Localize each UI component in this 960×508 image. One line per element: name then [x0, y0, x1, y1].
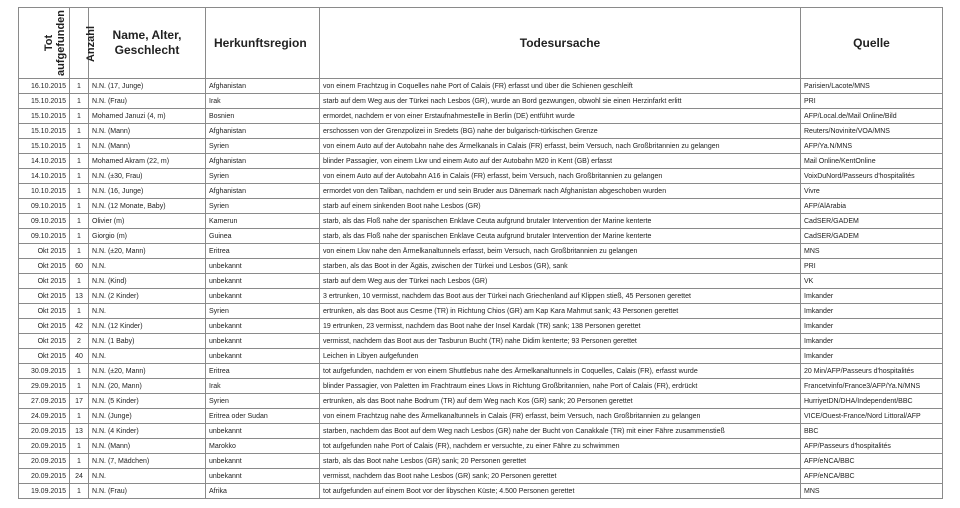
header-name-label: Name, Alter, Geschlecht — [112, 28, 182, 57]
cell-name: N.N. (±20, Mann) — [89, 244, 206, 259]
header-tot: Tot — [43, 34, 55, 52]
cell-name: Giorgio (m) — [89, 229, 206, 244]
cell-count: 1 — [70, 199, 89, 214]
table-row — [19, 244, 943, 259]
header-cause-label: Todesursache — [519, 36, 601, 50]
table-row — [19, 259, 943, 274]
table-row — [19, 439, 943, 454]
cell-date: 20.09.2015 — [19, 469, 70, 484]
table-row — [19, 454, 943, 469]
cell-region: Irak — [206, 94, 320, 109]
cell-cause: ermordet von den Taliban, nachdem er und sein Bruder aus Dänemark nach Afghanistan abgeschoben wurden — [320, 184, 801, 199]
cell-source: MNS — [801, 484, 943, 499]
cell-source: PRI — [801, 259, 943, 274]
cell-source: Mail Online/KentOnline — [801, 154, 943, 169]
cell-count: 13 — [70, 289, 89, 304]
cell-count: 1 — [70, 184, 89, 199]
cell-date: 30.09.2015 — [19, 364, 70, 379]
cell-name: Olivier (m) — [89, 214, 206, 229]
cell-source: Reuters/Novinite/VOA/MNS — [801, 124, 943, 139]
cell-name: N.N. (2 Kinder) — [89, 289, 206, 304]
cell-date: 20.09.2015 — [19, 424, 70, 439]
cell-cause: starben, nachdem das Boot auf dem Weg nach Lesbos (GR) nahe der Bucht von Canakkale (TR) mit einer Fähre zusammenstieß — [320, 424, 801, 439]
cell-source: Francetvinfo/France3/AFP/Ya.N/MNS — [801, 379, 943, 394]
cell-count: 1 — [70, 94, 89, 109]
cell-cause: von einem Auto auf der Autobahn nahe des Ärmelkanals in Calais (FR) erfasst, beim Versuch, nach Großbritannien zu gelangen — [320, 139, 801, 154]
header-count — [70, 8, 98, 79]
cell-region: Syrien — [206, 199, 320, 214]
cell-cause: vermisst, nachdem das Boot aus der Tasburun Bucht (TR) nahe Didim kenterte; 93 Personen gerettet — [320, 334, 801, 349]
cell-region: Bosnien — [206, 109, 320, 124]
cell-cause: blinder Passagier, von einem Lkw und einem Auto auf der Autobahn M20 in Kent (GB) erfasst — [320, 154, 801, 169]
cell-cause: blinder Passagier, von Paletten im Frachtraum eines Lkws in Richtung Großbritannien, nahe Port of Calais (FR), erdrückt — [320, 379, 801, 394]
cell-name: N.N. (Mann) — [89, 124, 206, 139]
cell-region: Eritrea — [206, 244, 320, 259]
header-count-label: Anzahl — [85, 25, 98, 63]
table-row — [19, 334, 943, 349]
cell-source: 20 Min/AFP/Passeurs d'hospitalités — [801, 364, 943, 379]
table-row — [19, 394, 943, 409]
cell-date: 19.09.2015 — [19, 484, 70, 499]
cell-source: AFP/Local.de/Mail Online/Bild — [801, 109, 943, 124]
cell-cause: starb, als das Boot nahe Lesbos (GR) sank; 20 Personen gerettet — [320, 454, 801, 469]
cell-cause: tot aufgefunden nahe Port of Calais (FR), nachdem er versuchte, zu einer Fähre zu schwimmen — [320, 439, 801, 454]
header-region — [206, 8, 320, 79]
cell-region: Syrien — [206, 304, 320, 319]
cell-region: Afghanistan — [206, 154, 320, 169]
cell-region: Syrien — [206, 394, 320, 409]
cell-count: 1 — [70, 154, 89, 169]
cell-cause: tot aufgefunden auf einem Boot vor der libyschen Küste; 4.500 Personen gerettet — [320, 484, 801, 499]
cell-name: N.N. (5 Kinder) — [89, 394, 206, 409]
cell-count: 1 — [70, 274, 89, 289]
table-header-row — [19, 8, 943, 79]
cell-name: N.N. (17, Junge) — [89, 79, 206, 94]
table-body — [19, 79, 943, 499]
cell-region: unbekannt — [206, 289, 320, 304]
cell-date: 15.10.2015 — [19, 139, 70, 154]
cell-date: 16.10.2015 — [19, 79, 70, 94]
cell-date: Okt 2015 — [19, 274, 70, 289]
cell-name: N.N. (±30, Frau) — [89, 169, 206, 184]
cell-region: Afghanistan — [206, 124, 320, 139]
cell-name: N.N. (Junge) — [89, 409, 206, 424]
cell-date: 10.10.2015 — [19, 184, 70, 199]
cell-cause: von einem Frachtzug nahe des Ärmelkanaltunnels in Calais (FR) erfasst, beim Versuch, nach Großbritannien zu gelangen — [320, 409, 801, 424]
cell-name: N.N. (Frau) — [89, 484, 206, 499]
cell-source: CadSER/GADEM — [801, 214, 943, 229]
cell-source: AFP/eNCA/BBC — [801, 454, 943, 469]
cell-cause: starb auf einem sinkenden Boot nahe Lesbos (GR) — [320, 199, 801, 214]
cell-source: Imkander — [801, 289, 943, 304]
header-date — [19, 8, 70, 79]
cell-count: 24 — [70, 469, 89, 484]
cell-source: Imkander — [801, 319, 943, 334]
cell-region: unbekannt — [206, 319, 320, 334]
cell-source: CadSER/GADEM — [801, 229, 943, 244]
cell-source: VICE/Ouest-France/Nord Littoral/AFP — [801, 409, 943, 424]
cell-date: 14.10.2015 — [19, 154, 70, 169]
cell-cause: starb auf dem Weg aus der Türkei nach Lesbos (GR) — [320, 274, 801, 289]
cell-date: 24.09.2015 — [19, 409, 70, 424]
header-name — [89, 8, 206, 79]
cell-count: 1 — [70, 304, 89, 319]
cell-region: Afghanistan — [206, 79, 320, 94]
table-row — [19, 184, 943, 199]
cell-source: Imkander — [801, 334, 943, 349]
cell-name: N.N. (20, Mann) — [89, 379, 206, 394]
cell-count: 1 — [70, 484, 89, 499]
cell-source: VoixDuNord/Passeurs d'hospitalités — [801, 169, 943, 184]
table-row — [19, 469, 943, 484]
table-row — [19, 274, 943, 289]
cell-source: Imkander — [801, 349, 943, 364]
cell-region: Afghanistan — [206, 184, 320, 199]
cell-source: AFP/Ya.N/MNS — [801, 139, 943, 154]
cell-region: Afrika — [206, 484, 320, 499]
cell-source: Vivre — [801, 184, 943, 199]
cell-name: N.N. (16, Junge) — [89, 184, 206, 199]
cell-count: 1 — [70, 109, 89, 124]
cell-count: 1 — [70, 229, 89, 244]
header-source-label: Quelle — [853, 36, 890, 50]
cell-region: Eritrea — [206, 364, 320, 379]
cell-count: 1 — [70, 439, 89, 454]
cell-cause: tot aufgefunden, nachdem er von einem Shuttlebus nahe des Ärmelkanaltunnels in Coquelles, Calais (FR), erfasst wurde — [320, 364, 801, 379]
cell-name: N.N. (4 Kinder) — [89, 424, 206, 439]
document-page — [18, 7, 942, 499]
cell-date: Okt 2015 — [19, 334, 70, 349]
cell-count: 1 — [70, 379, 89, 394]
table-row — [19, 229, 943, 244]
cell-name: Mohamed Akram (22, m) — [89, 154, 206, 169]
cell-cause: vermisst, nachdem das Boot nahe Lesbos (GR) sank; 20 Personen gerettet — [320, 469, 801, 484]
cell-cause: ermordet, nachdem er von einer Erstaufnahmestelle in Berlin (DE) entführt wurde — [320, 109, 801, 124]
cell-count: 13 — [70, 424, 89, 439]
table-row — [19, 124, 943, 139]
cell-count: 42 — [70, 319, 89, 334]
cell-cause: Leichen in Libyen aufgefunden — [320, 349, 801, 364]
cell-name: N.N. — [89, 259, 206, 274]
cell-count: 1 — [70, 409, 89, 424]
table-row — [19, 379, 943, 394]
cell-count: 1 — [70, 79, 89, 94]
cell-cause: von einem Lkw nahe den Ärmelkanaltunnels erfasst, beim Versuch, nach Großbritannien zu gelangen — [320, 244, 801, 259]
cell-date: 29.09.2015 — [19, 379, 70, 394]
cell-region: Irak — [206, 379, 320, 394]
cell-cause: starb, als das Floß nahe der spanischen Enklave Ceuta aufgrund brutaler Intervention der Marine kenterte — [320, 214, 801, 229]
cell-cause: 19 ertrunken, 23 vermisst, nachdem das Boot nahe der Insel Kardak (TR) sank; 138 Personen gerettet — [320, 319, 801, 334]
cell-date: Okt 2015 — [19, 349, 70, 364]
cell-count: 1 — [70, 169, 89, 184]
cell-count: 1 — [70, 364, 89, 379]
cell-cause: von einem Frachtzug in Coquelles nahe Port of Calais (FR) erfasst und über die Schienen geschleift — [320, 79, 801, 94]
table-row — [19, 94, 943, 109]
cell-source: AFP/AlArabia — [801, 199, 943, 214]
cell-source: HurriyetDN/DHA/Independent/BBC — [801, 394, 943, 409]
cell-count: 1 — [70, 244, 89, 259]
cell-source: Parisien/Lacote/MNS — [801, 79, 943, 94]
cell-region: Marokko — [206, 439, 320, 454]
cell-name: N.N. (Frau) — [89, 94, 206, 109]
cell-source: AFP/Passeurs d'hospitalités — [801, 439, 943, 454]
cell-count: 40 — [70, 349, 89, 364]
cell-region: unbekannt — [206, 274, 320, 289]
cell-cause: starben, als das Boot in der Ägäis, zwischen der Türkei und Lesbos (GR), sank — [320, 259, 801, 274]
cell-cause: ertrunken, als das Boot aus Cesme (TR) in Richtung Chios (GR) am Kap Kara Mahmut sank; 43 Personen gerettet — [320, 304, 801, 319]
cell-name: Mohamed Januzi (4, m) — [89, 109, 206, 124]
cell-date: Okt 2015 — [19, 289, 70, 304]
cell-region: unbekannt — [206, 469, 320, 484]
cell-name: N.N. (7, Mädchen) — [89, 454, 206, 469]
table-row — [19, 169, 943, 184]
cell-region: unbekannt — [206, 259, 320, 274]
cell-cause: von einem Auto auf der Autobahn A16 in Calais (FR) erfasst, beim Versuch, nach Großbritannien zu gelangen — [320, 169, 801, 184]
cell-source: BBC — [801, 424, 943, 439]
table-row — [19, 109, 943, 124]
cell-source: AFP/eNCA/BBC — [801, 469, 943, 484]
cell-name: N.N. — [89, 349, 206, 364]
casualty-table — [18, 7, 943, 499]
table-row — [19, 349, 943, 364]
cell-cause: erschossen von der Grenzpolizei in Sredets (BG) nahe der bulgarisch-türkischen Grenze — [320, 124, 801, 139]
cell-name: N.N. (12 Kinder) — [89, 319, 206, 334]
cell-source: MNS — [801, 244, 943, 259]
cell-date: 09.10.2015 — [19, 199, 70, 214]
header-aufgefunden: aufgefunden — [55, 10, 67, 76]
table-row — [19, 79, 943, 94]
table-row — [19, 199, 943, 214]
cell-date: 27.09.2015 — [19, 394, 70, 409]
cell-date: 15.10.2015 — [19, 124, 70, 139]
cell-date: 15.10.2015 — [19, 109, 70, 124]
table-row — [19, 424, 943, 439]
cell-region: Syrien — [206, 139, 320, 154]
cell-count: 1 — [70, 214, 89, 229]
cell-count: 17 — [70, 394, 89, 409]
cell-region: Syrien — [206, 169, 320, 184]
cell-date: Okt 2015 — [19, 259, 70, 274]
cell-region: Guinea — [206, 229, 320, 244]
table-row — [19, 289, 943, 304]
table-row — [19, 409, 943, 424]
cell-region: unbekannt — [206, 454, 320, 469]
cell-date: 14.10.2015 — [19, 169, 70, 184]
cell-name: N.N. — [89, 469, 206, 484]
cell-region: Kamerun — [206, 214, 320, 229]
cell-name: N.N. (12 Monate, Baby) — [89, 199, 206, 214]
cell-count: 1 — [70, 124, 89, 139]
cell-region: unbekannt — [206, 424, 320, 439]
cell-name: N.N. — [89, 304, 206, 319]
header-date-label — [43, 10, 67, 76]
cell-cause: 3 ertrunken, 10 vermisst, nachdem das Boot aus der Türkei nach Griechenland auf Klippen stieß, 45 Personen gerettet — [320, 289, 801, 304]
cell-cause: ertrunken, als das Boot nahe Bodrum (TR) auf dem Weg nach Kos (GR) sank; 20 Personen gerettet — [320, 394, 801, 409]
table-row — [19, 154, 943, 169]
header-cause — [320, 8, 801, 79]
cell-source: Imkander — [801, 304, 943, 319]
table-row — [19, 304, 943, 319]
cell-count: 2 — [70, 334, 89, 349]
cell-source: VK — [801, 274, 943, 289]
table-row — [19, 214, 943, 229]
cell-name: N.N. (Mann) — [89, 139, 206, 154]
cell-source: PRI — [801, 94, 943, 109]
cell-name: N.N. (Mann) — [89, 439, 206, 454]
cell-date: 09.10.2015 — [19, 214, 70, 229]
table-row — [19, 319, 943, 334]
cell-cause: starb, als das Floß nahe der spanischen Enklave Ceuta aufgrund brutaler Intervention der Marine kenterte — [320, 229, 801, 244]
cell-cause: starb auf dem Weg aus der Türkei nach Lesbos (GR), wurde an Bord gezwungen, obwohl sie einen Herzinfarkt erlitt — [320, 94, 801, 109]
cell-date: 20.09.2015 — [19, 454, 70, 469]
cell-date: 15.10.2015 — [19, 94, 70, 109]
table-row — [19, 484, 943, 499]
cell-region: Eritrea oder Sudan — [206, 409, 320, 424]
cell-name: N.N. (±20, Mann) — [89, 364, 206, 379]
cell-count: 1 — [70, 454, 89, 469]
cell-count: 60 — [70, 259, 89, 274]
cell-count: 1 — [70, 139, 89, 154]
cell-date: Okt 2015 — [19, 244, 70, 259]
cell-date: 09.10.2015 — [19, 229, 70, 244]
cell-name: N.N. (Kind) — [89, 274, 206, 289]
cell-region: unbekannt — [206, 334, 320, 349]
cell-region: unbekannt — [206, 349, 320, 364]
cell-date: 20.09.2015 — [19, 439, 70, 454]
header-region-label: Herkunftsregion — [214, 36, 307, 50]
cell-date: Okt 2015 — [19, 319, 70, 334]
table-row — [19, 364, 943, 379]
cell-name: N.N. (1 Baby) — [89, 334, 206, 349]
header-source — [801, 8, 943, 79]
cell-date: Okt 2015 — [19, 304, 70, 319]
table-row — [19, 139, 943, 154]
